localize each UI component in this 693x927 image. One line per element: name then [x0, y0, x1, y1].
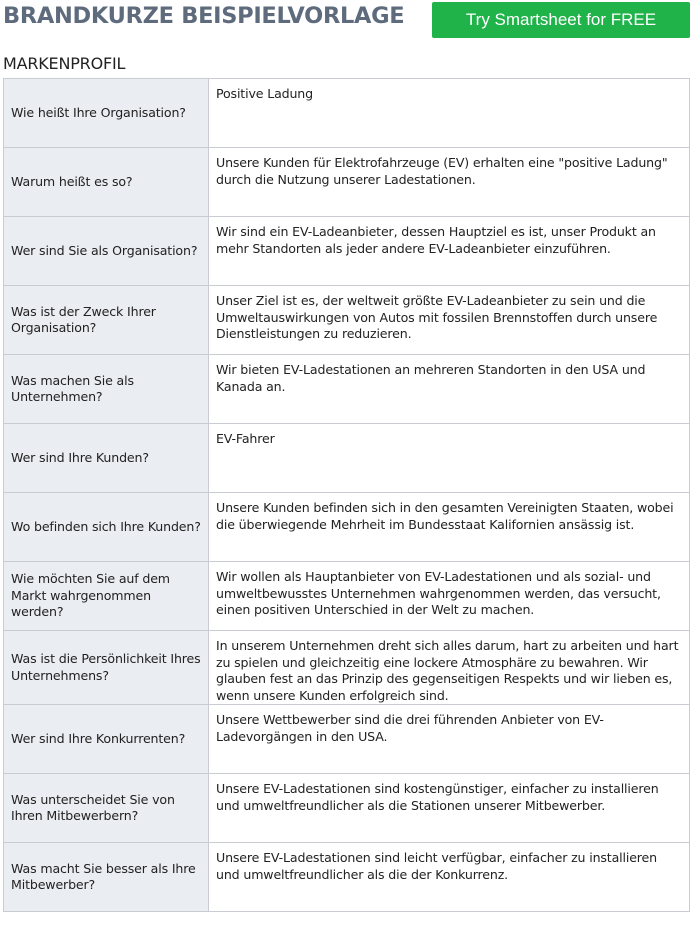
question-cell: Was ist der Zweck Ihrer Organisation?	[4, 286, 209, 355]
answer-cell[interactable]: Positive Ladung	[209, 79, 690, 148]
table-row	[4, 774, 690, 843]
question-cell: Wo befinden sich Ihre Kunden?	[4, 493, 209, 562]
answer-cell[interactable]: Unsere EV-Ladestationen sind kostengünstiger, einfacher zu installieren und umweltfreundlicher als die Stationen unserer Mitbewerber.	[209, 774, 690, 843]
table-row	[4, 286, 690, 355]
question-cell: Wer sind Sie als Organisation?	[4, 217, 209, 286]
question-cell: Warum heißt es so?	[4, 148, 209, 217]
question-cell: Was ist die Persönlichkeit Ihres Unternehmens?	[4, 631, 209, 705]
answer-cell[interactable]: Unsere Kunden für Elektrofahrzeuge (EV) erhalten eine "positive Ladung" durch die Nutzung unserer Ladestationen.	[209, 148, 690, 217]
answer-cell[interactable]: Unsere Wettbewerber sind die drei führenden Anbieter von EV-Ladevorgängen in den USA.	[209, 705, 690, 774]
table-row	[4, 631, 690, 705]
answer-cell[interactable]: Unser Ziel ist es, der weltweit größte EV-Ladeanbieter zu sein und die Umweltauswirkungen von Autos mit fossilen Brennstoffen durch unsere Dienstleistungen zu reduzieren.	[209, 286, 690, 355]
question-cell: Wer sind Ihre Konkurrenten?	[4, 705, 209, 774]
table-row	[4, 843, 690, 912]
section-title: MARKENPROFIL	[3, 54, 126, 73]
table-row	[4, 705, 690, 774]
page-title: BRANDKURZE BEISPIELVORLAGE	[3, 3, 405, 29]
table-row	[4, 562, 690, 631]
question-cell: Was unterscheidet Sie von Ihren Mitbewerbern?	[4, 774, 209, 843]
question-cell: Wie möchten Sie auf dem Markt wahrgenommen werden?	[4, 562, 209, 631]
brand-profile-table	[3, 78, 690, 912]
question-cell: Was macht Sie besser als Ihre Mitbewerber?	[4, 843, 209, 912]
table-row	[4, 424, 690, 493]
table-row	[4, 493, 690, 562]
question-cell: Wie heißt Ihre Organisation?	[4, 79, 209, 148]
try-smartsheet-button[interactable]: Try Smartsheet for FREE	[432, 2, 690, 38]
table-row	[4, 217, 690, 286]
answer-cell[interactable]: Unsere EV-Ladestationen sind leicht verfügbar, einfacher zu installieren und umweltfreundlicher als die der Konkurrenz.	[209, 843, 690, 912]
answer-cell[interactable]: Wir sind ein EV-Ladeanbieter, dessen Hauptziel es ist, unser Produkt an mehr Standorten als jeder andere EV-Ladeanbieter einzuführen.	[209, 217, 690, 286]
answer-cell[interactable]: Wir bieten EV-Ladestationen an mehreren Standorten in den USA und Kanada an.	[209, 355, 690, 424]
question-cell: Wer sind Ihre Kunden?	[4, 424, 209, 493]
table-row	[4, 148, 690, 217]
table-row	[4, 79, 690, 148]
question-cell: Was machen Sie als Unternehmen?	[4, 355, 209, 424]
table-row	[4, 355, 690, 424]
answer-cell[interactable]: In unserem Unternehmen dreht sich alles darum, hart zu arbeiten und hart zu spielen und gleichzeitig eine lockere Atmosphäre zu bewahren. Wir glauben fest an das Prinzip des gegenseitigen Respekts und wir lieben es, wenn unsere Kunden erfolgreich sind.	[209, 631, 690, 705]
answer-cell[interactable]: EV-Fahrer	[209, 424, 690, 493]
answer-cell[interactable]: Wir wollen als Hauptanbieter von EV-Ladestationen und als sozial- und umweltbewusstes Unternehmen wahrgenommen werden, das versucht, einen positiven Unterschied in der Welt zu machen.	[209, 562, 690, 631]
answer-cell[interactable]: Unsere Kunden befinden sich in den gesamten Vereinigten Staaten, wobei die überwiegende Mehrheit im Bundesstaat Kalifornien ansässig ist.	[209, 493, 690, 562]
